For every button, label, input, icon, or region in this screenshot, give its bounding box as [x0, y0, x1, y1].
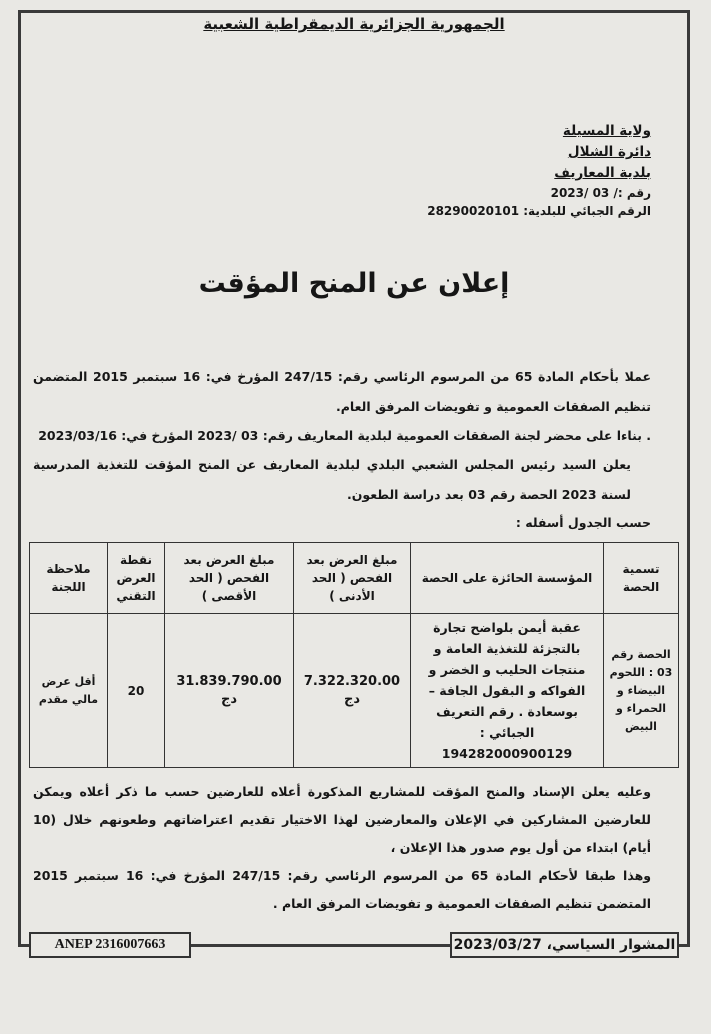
- col-min-amount: مبلغ العرض بعد الفحص ( الحد الأدنى ): [294, 543, 411, 614]
- table-row: [30, 614, 679, 768]
- col-company: المؤسسة الحائزة على الحصة: [411, 543, 604, 614]
- wilaya: ولاية المسيلة: [562, 123, 651, 139]
- closing-legal-basis: وهذا طبقا لأحكام المادة 65 من المرسوم الرئاسي رقم: 247/15 المؤرخ في: 16 سبتمبر 2015 المتضمن تنظيم الصفقات العمومية و تفويضات المرفق العام .: [33, 868, 651, 911]
- municipality-tax-id: الرقم الجبائي للبلدية: 28290020101: [427, 204, 651, 218]
- baladiya: بلدية المعاريف: [554, 165, 651, 181]
- document-frame: [18, 10, 690, 953]
- intro-committee-minutes: . بناءا على محضر لجنة الصفقات العمومية لبلدية المعاريف رقم: 03 /2023 المؤرخ في: 2023/03/16: [38, 428, 651, 443]
- company-name: عقبة أيمن بلواضح تجارة بالتجزئة للتغذية العامة و منتجات الحليب و الخضر و الفواكه و البقول الجافة – بوسعادة . رقم التعريف الجبائي :: [428, 620, 586, 740]
- ref-number: رقم :/ 03 /2023: [550, 186, 651, 200]
- tech-score: 20: [108, 614, 165, 768]
- col-max-amount: مبلغ العرض بعد الفحص ( الحد الأقصى ): [165, 543, 294, 614]
- col-committee-note: ملاحظة اللجنة: [30, 543, 108, 614]
- award-table: [29, 542, 679, 768]
- company-tax-id: 194282000900129: [441, 746, 573, 761]
- col-lot-name: تسمية الحصة: [604, 543, 679, 614]
- footer-row: [29, 932, 679, 958]
- intro-legal-basis: عملا بأحكام المادة 65 من المرسوم الرئاسي رقم: 247/15 المؤرخ في: 16 سبتمبر 2015 المتضمن تنظيم الصفقات العمومية و تفويضات المرفق العام.: [33, 369, 651, 414]
- anep-reference: ANEP 2316007663: [29, 932, 191, 958]
- col-tech-score: نقطة العرض التقني: [108, 543, 165, 614]
- company-cell: [411, 614, 604, 768]
- lot-name: الحصة رقم 03 : اللحوم البيضاء و الحمراء و البيض: [604, 614, 679, 768]
- max-amount: 31.839.790.00 دج: [165, 614, 294, 768]
- closing-objection-period: وعليه يعلن الإسناد والمنح المؤقت للمشاريع المذكورة أعلاه للعارضين حسب ما ذكر أعلاه ويمكن للعارضين المشاركين في الإعلان والمعارضين لهذا الاختيار تقديم اعتراضاتهم وطعونهم خلال (10 أيام) ابتداء من أول يوم صدور هذا الإعلان ،: [33, 784, 651, 855]
- min-amount: 7.322.320.00 دج: [294, 614, 411, 768]
- republic-heading: الجمهورية الجزائرية الديمقراطية الشعبية: [203, 15, 505, 33]
- daira: دائرة الشلال: [567, 144, 651, 160]
- intro-table-note: حسب الجدول أسفله :: [515, 515, 651, 530]
- newspaper-date: المشوار السياسي، 2023/03/27: [450, 932, 679, 958]
- intro-announcement: يعلن السيد رئيس المجلس الشعبي البلدي لبلدية المعاريف عن المنح المؤقت للتغذية المدرسية لسنة 2023 الحصة رقم 03 بعد دراسة الطعون.: [33, 457, 631, 502]
- notice-title: إعلان عن المنح المؤقت: [198, 268, 510, 299]
- issuer-block: [21, 121, 651, 220]
- notice-body: [29, 362, 679, 918]
- committee-note: أقل عرض مالي مقدم: [30, 614, 108, 768]
- table-header-row: [30, 543, 679, 614]
